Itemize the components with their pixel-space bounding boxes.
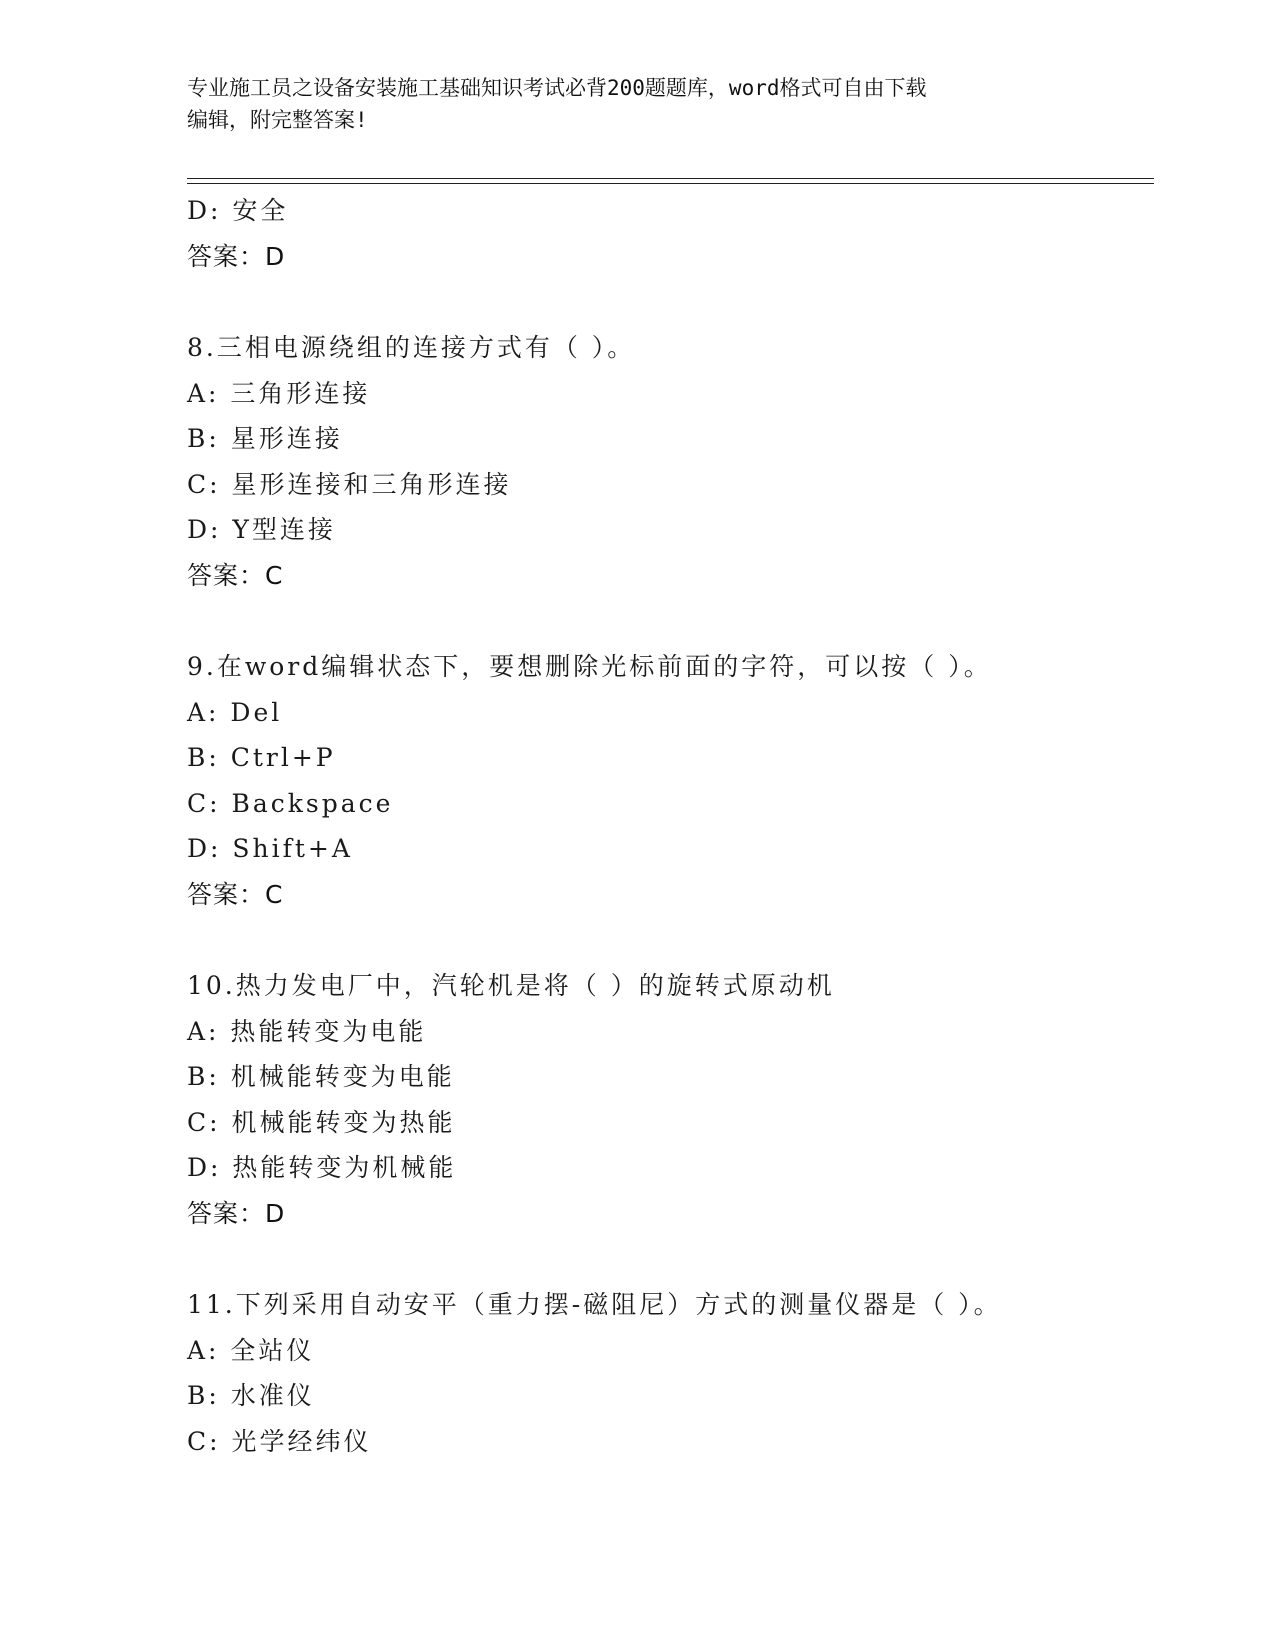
option-d: D: Y型连接 <box>187 515 336 544</box>
spacer <box>187 917 1154 963</box>
question-10 <box>187 963 1154 1236</box>
question-11 <box>187 1282 1154 1464</box>
option-c: C: 光学经纬仪 <box>187 1426 372 1456</box>
page-header <box>187 72 1087 136</box>
header-divider-bottom <box>187 183 1154 184</box>
question-text: 10.热力发电厂中，汽轮机是将（ ）的旋转式原动机 <box>187 971 835 1000</box>
question-text: 9.在word编辑状态下，要想删除光标前面的字符，可以按（ ）。 <box>187 652 992 681</box>
spacer <box>187 1236 1154 1282</box>
option-c: C: 机械能转变为热能 <box>187 1107 456 1137</box>
option-c: C: 星形连接和三角形连接 <box>187 469 512 499</box>
option-a: A: 热能转变为电能 <box>187 1016 427 1046</box>
question-7-tail <box>187 188 1154 279</box>
document-body <box>187 188 1154 1464</box>
option-a: A: 全站仪 <box>187 1335 315 1365</box>
option-d: D: Shift+A <box>187 834 353 863</box>
option-b: B: 机械能转变为电能 <box>187 1062 455 1091</box>
answer: 答案：D <box>187 241 286 271</box>
option-b: B: Ctrl+P <box>187 743 336 772</box>
header-title-line-1: 专业施工员之设备安装施工基础知识考试必背200题题库，word格式可自由下载 <box>187 76 927 100</box>
answer: 答案：D <box>187 1198 286 1228</box>
option-b: B: 星形连接 <box>187 424 343 453</box>
question-9 <box>187 644 1154 917</box>
question-text: 8.三相电源绕组的连接方式有（ ）。 <box>187 333 636 362</box>
option-d: D: 热能转变为机械能 <box>187 1153 457 1182</box>
option-d: D: 安全 <box>187 196 289 225</box>
answer: 答案：C <box>187 879 284 909</box>
question-text: 11.下列采用自动安平（重力摆-磁阻尼）方式的测量仪器是（ ）。 <box>187 1290 1002 1319</box>
question-8 <box>187 325 1154 598</box>
spacer <box>187 598 1154 644</box>
spacer <box>187 279 1154 325</box>
option-c: C: Backspace <box>187 788 394 818</box>
header-title-line-2: 编辑，附完整答案! <box>187 108 368 132</box>
option-a: A: Del <box>187 697 283 727</box>
header-divider-top <box>187 178 1154 179</box>
option-b: B: 水准仪 <box>187 1381 315 1410</box>
option-a: A: 三角形连接 <box>187 378 371 408</box>
answer: 答案：C <box>187 560 284 590</box>
